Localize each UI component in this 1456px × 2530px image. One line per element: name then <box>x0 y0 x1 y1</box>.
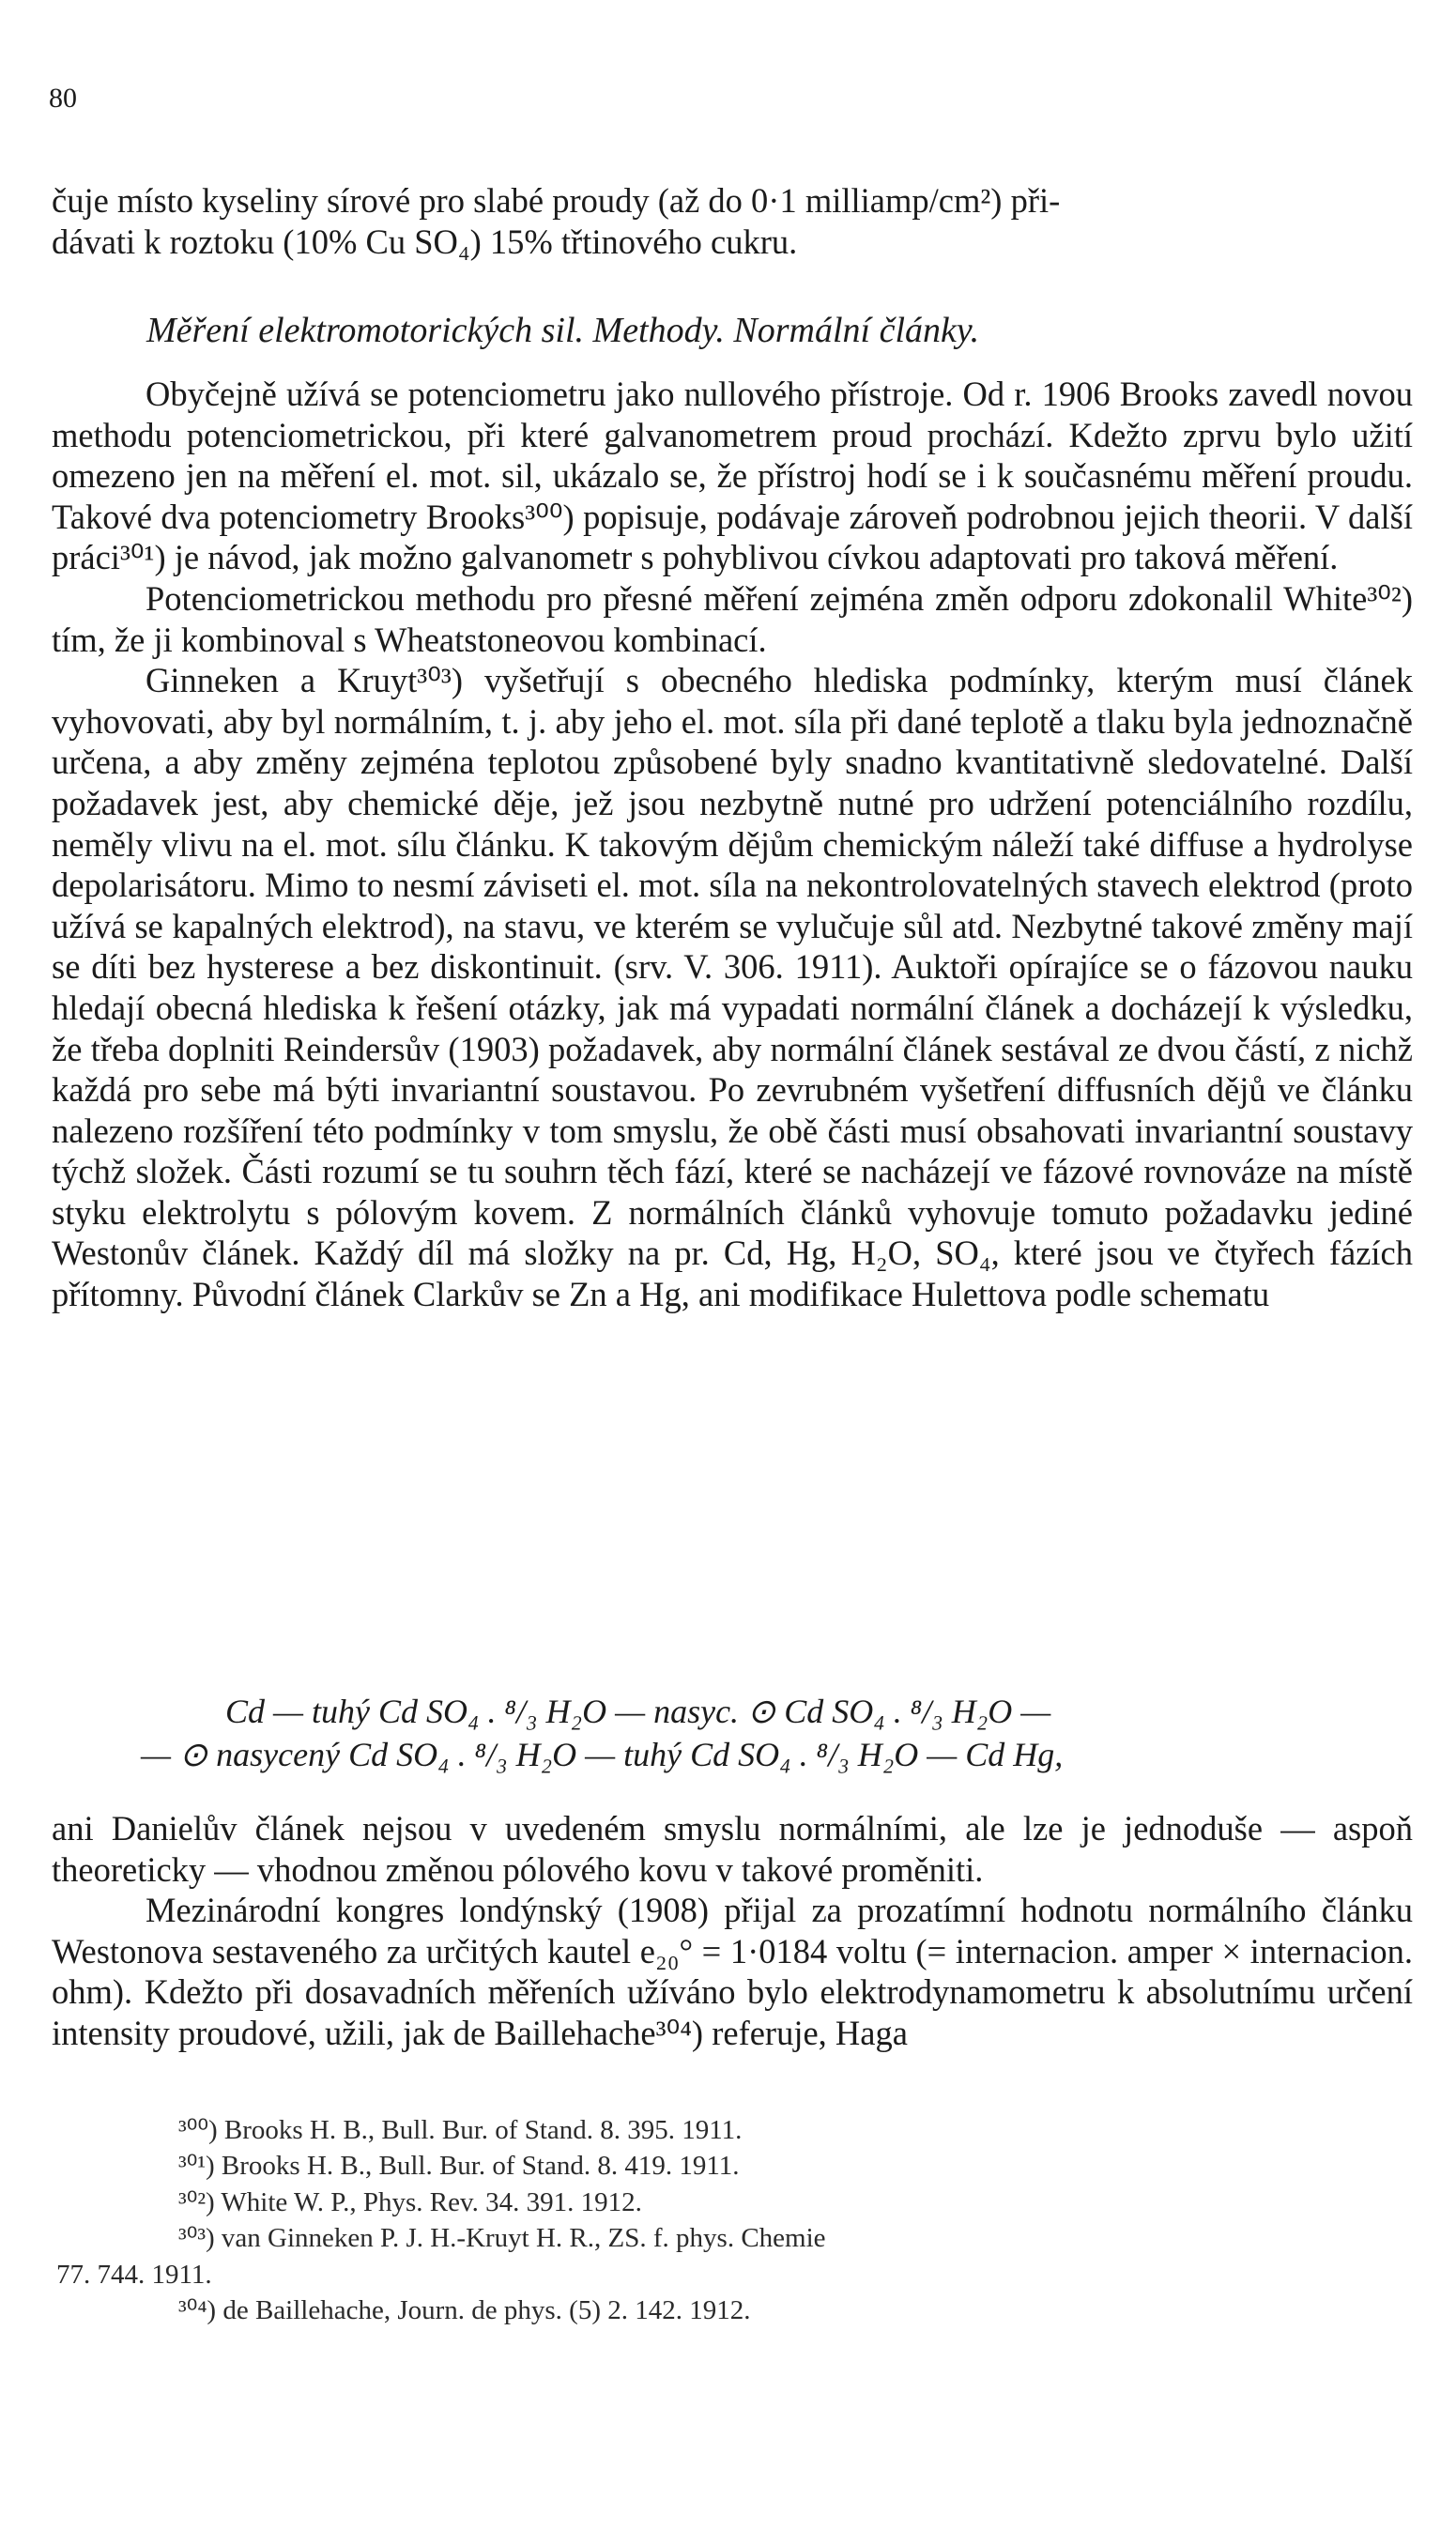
paragraph-3: Ginneken a Kruyt³⁰³) vyšetřují s obecného hlediska podmínky, kterým musí článek vyhovovati, aby byl normálním, t. j. aby jeho el. mot. síla při dané teplotě a tlaku byla jednoznačně určena, a aby změny zejména teplotou způsobené byly snadno kvantitativně sledovatelné. Další požadavek jest, aby chemické děje, jež jsou nezbytně nutné pro udržení potenciálního rozdílu, neměly vlivu na el. mot. sílu článku. K takovým dějům chemickým náleží také diffuse a hydrolyse depolarisátoru. Mimo to nesmí záviseti el. mot. síla na nekontrolovatelných stavech elektrod (proto užívá se kapalných elektrod), na stavu, ve kterém se vylučuje sůl atd. Nezbytné takové změny mají se díti bez hysterese a bez diskontinuit. (srv. V. 306. 1911). Auktoři opírajíce se o fázovou nauku hledají obecná hlediska k řešení otázky, jak má vypadati normální článek a docházejí k výsledku, že třeba doplniti Reindersův (1903) požadavek, aby normální článek sestával ze dvou částí, z nichž každá pro sebe má býti invariantní soustavou. Po zevrubném vyšetření diffusních dějů ve článku nalezeno rozšíření této podmínky v tom smyslu, že obě části musí obsahovati invariantní soustavy týchž složek. Části rozumí se tu souhrn těch fází, které se nacházejí ve fázové rovnováze na místě styku elektrolytu s pólovým kovem. Z normálních článků vyhovuje tomuto požadavku jediné Westonův článek. Každý díl má složky na pr. Cd, Hg, H₂O, SO₄, které jsou ve čtyřech fázích přítomny. Původní článek Clarkův se Zn a Hg, ani modifikace Hulettova podle schematu <box>52 661 1413 1314</box>
section-heading: Měření elektromotorických sil. Methody. Normální články. <box>146 311 980 350</box>
paragraph-4: ani Danielův článek nejsou v uvedeném smyslu normálními, ale lze je jednoduše — aspoň theoreticky — vhodnou změnou pólového kovu v takové proměniti. <box>52 1809 1413 1889</box>
intro-line-1: čuje místo kyseliny sírové pro slabé proudy (až do 0·1 milliamp/cm²) při- <box>52 181 1061 220</box>
paragraph-2: Potenciometrickou methodu pro přesné měření zejména změn odporu zdokonalil White³⁰²) tím, že ji kombinoval s Wheatstoneovou kombinací. <box>52 578 1413 659</box>
footnotes <box>56 2112 1408 2328</box>
intro-line-2: dávati k roztoku (10% Cu SO₄) 15% třtinového cukru. <box>52 222 798 261</box>
intro-text <box>52 180 1413 262</box>
paragraph-1: Obyčejně užívá se potenciometru jako nullového přístroje. Od r. 1906 Brooks zavedl novou methodu potenciometrickou, při které galvanometrem proud prochází. Kdežto zprvu bylo užití omezeno jen na měření el. mot. sil, ukázalo se, že přístroj hodí se i k současnému měření proudu. Takové dva potenciometry Brooks³⁰⁰) popisuje, podávaje zároveň podrobnou jejich theorii. V další práci³⁰¹) je návod, jak možno galvanometr s pohyblivou cívkou adaptovati pro taková měření. <box>52 375 1413 577</box>
formula-line-1: Cd — tuhý Cd SO₄ . ⁸/₃ H₂O — nasyc. ⊙ Cd SO₄ . ⁸/₃ H₂O — <box>225 1693 1051 1730</box>
page-number: 80 <box>49 83 77 114</box>
main-text <box>52 374 1413 1315</box>
footnote-304: ³⁰⁴) de Baillehache, Journ. de phys. (5) 2. 142. 1912. <box>178 2295 751 2326</box>
closing-text <box>52 1808 1413 2054</box>
footnote-301: ³⁰¹) Brooks H. B., Bull. Bur. of Stand. 8. 419. 1911. <box>178 2151 740 2182</box>
footnote-303: ³⁰³) van Ginneken P. J. H.-Kruyt H. R., ZS. f. phys. Chemie <box>178 2223 826 2254</box>
footnote-300: ³⁰⁰) Brooks H. B., Bull. Bur. of Stand. 8. 395. 1911. <box>178 2115 743 2145</box>
footnote-303-cont: 77. 744. 1911. <box>56 2259 212 2290</box>
footnote-302: ³⁰²) White W. P., Phys. Rev. 34. 391. 1912. <box>178 2186 642 2217</box>
paragraph-5: Mezinárodní kongres londýnský (1908) přijal za prozatímní hodnotu normálního článku Westonova sestaveného za určitých kautel e₂₀° = 1·0184 voltu (= internacion. amper × internacion. ohm). Kdežto při dosavadních měřeních užíváno bylo elektrodynamometru k absolutnímu určení intensity proudové, užili, jak de Baillehache³⁰⁴) referuje, Haga <box>52 1891 1413 2052</box>
formula-line-2: — ⊙ nasycený Cd SO₄ . ⁸/₃ H₂O — tuhý Cd SO₄ . ⁸/₃ H₂O — Cd Hg, <box>141 1736 1064 1773</box>
